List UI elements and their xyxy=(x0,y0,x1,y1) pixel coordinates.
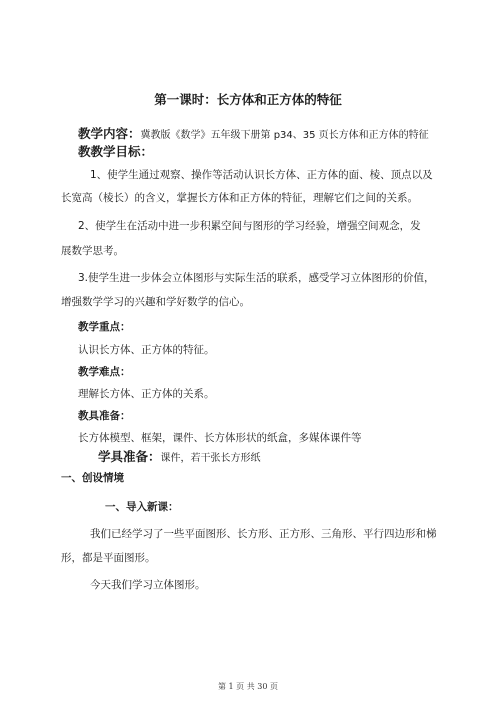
goal-2-line-1: 2、使学生在活动中进一步积累空间与图形的学习经验，增强空间观念，发 xyxy=(78,220,421,232)
subsection-1-heading: 一、导入新课： xyxy=(105,501,179,513)
student-prep-label: 学具准备： xyxy=(98,449,161,464)
goal-2-line-2: 展数学思考。 xyxy=(61,245,124,257)
student-prep-text: 课件，若干张长方形纸 xyxy=(160,453,261,464)
teaching-content-line xyxy=(78,127,429,143)
teacher-prep-text: 长方体模型、框架，课件、长方体形状的纸盒，多媒体课件等 xyxy=(78,432,362,444)
paragraph-2: 今天我们学习立体图形。 xyxy=(90,579,206,591)
page-title: 第一课时：长方体和正方体的特征 xyxy=(154,92,342,107)
goal-3-line-2: 增强数学学习的兴趣和学好数学的信心。 xyxy=(61,296,250,308)
student-prep-line xyxy=(98,450,261,466)
paragraph-1-line-2: 形，都是平面图形。 xyxy=(61,552,156,564)
page-footer: 第 1 页 共 30 页 xyxy=(218,682,278,691)
teaching-content-label: 教学内容： xyxy=(78,126,141,141)
key-points-text: 认识长方体、正方体的特征。 xyxy=(78,344,215,356)
goal-1-line-2: 长宽高（棱长）的含义，掌握长方体和正方体的特征，理解它们之间的关系。 xyxy=(61,192,418,204)
key-points-heading: 教学重点： xyxy=(78,321,131,333)
difficulty-text: 理解长方体、正方体的关系。 xyxy=(78,388,215,400)
teaching-goals-heading: 教教学目标： xyxy=(78,144,154,159)
teacher-prep-heading: 教具准备： xyxy=(78,410,131,422)
difficulty-heading: 教学难点： xyxy=(78,366,131,378)
goal-1-line-1: 1、使学生通过观察、操作等活动认识长方体、正方体的面、棱、顶点以及 xyxy=(90,169,433,181)
paragraph-1-line-1: 我们已经学习了一些平面图形、长方形、正方形、三角形、平行四边形和梯 xyxy=(90,528,437,540)
goal-3-line-1: 3.使学生进一步体会立体图形与实际生活的联系，感受学习立体图形的价值， xyxy=(78,272,435,284)
teaching-content-text: 冀教版《数学》五年级下册第 p34、35 页长方体和正方体的特征 xyxy=(140,130,429,141)
section-1-heading: 一、创设情境 xyxy=(61,472,124,484)
